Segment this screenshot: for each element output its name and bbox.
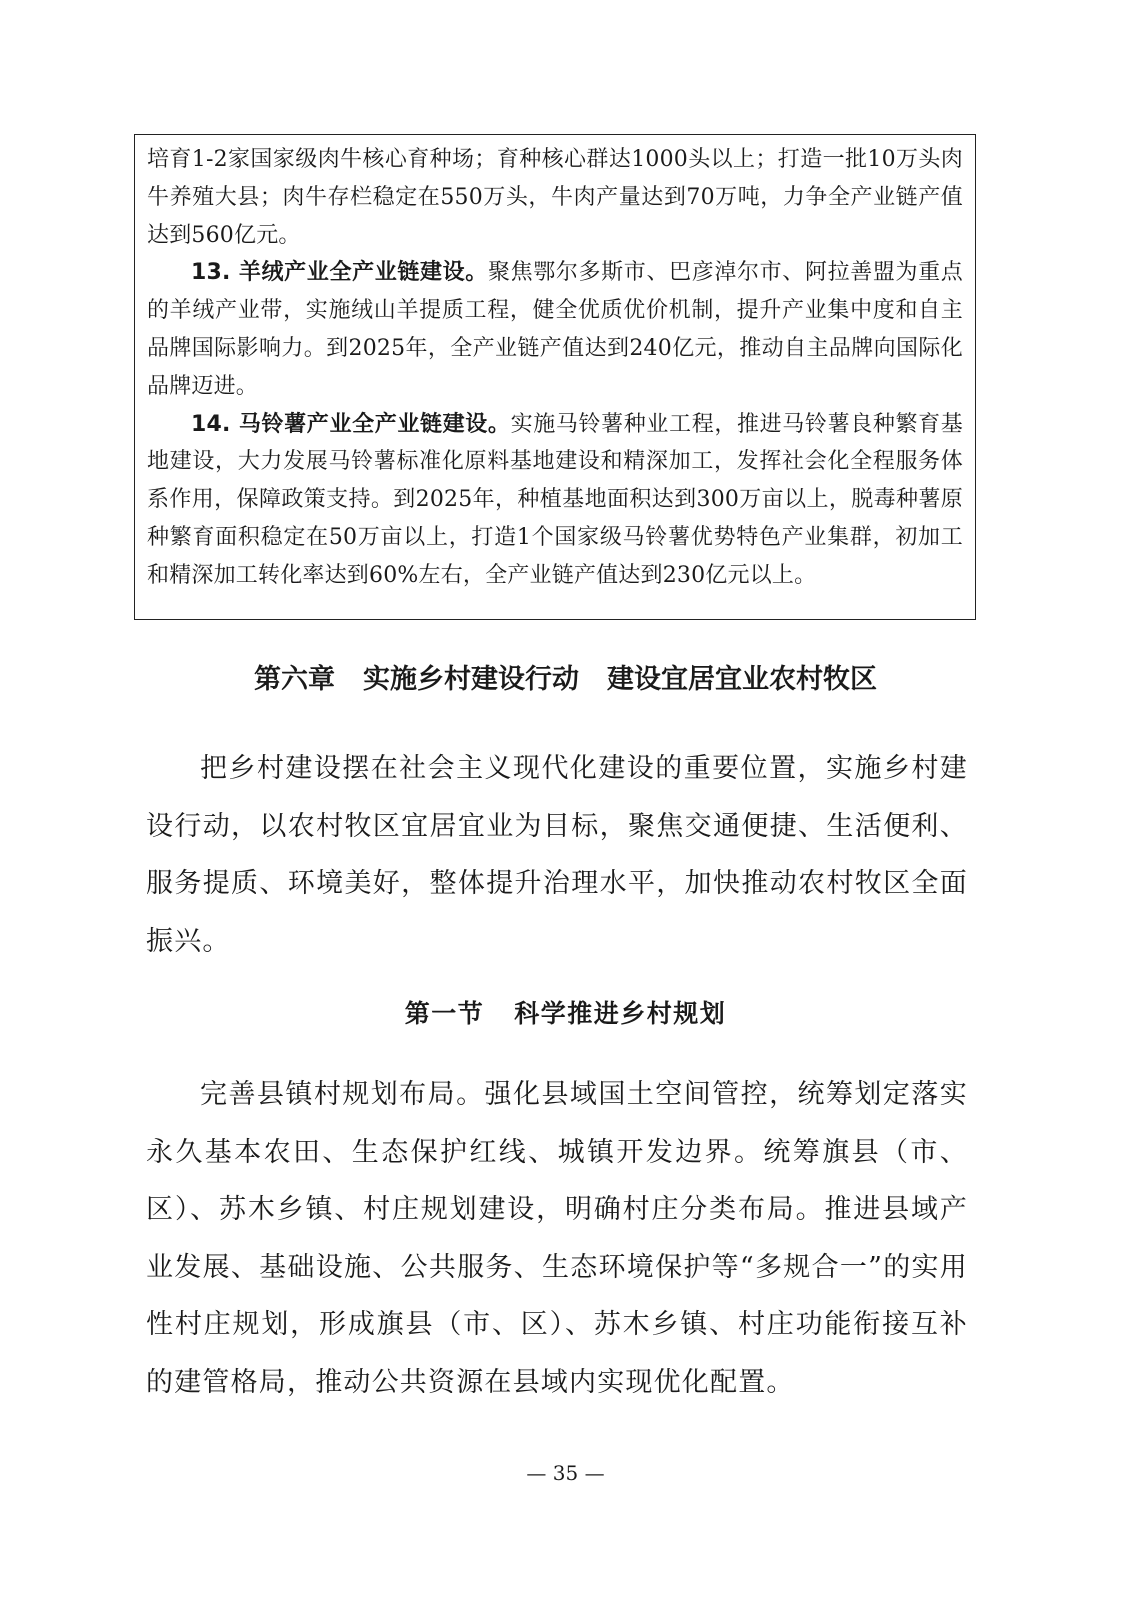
section-title-text: 科学推进乡村规划 (514, 999, 727, 1028)
item-14-heading: 14. 马铃薯产业全产业链建设。 (191, 411, 511, 437)
item-14-text: 实施马铃薯种业工程，推进马铃薯良种繁育基地建设，大力发展马铃薯标准化原料基地建设和精深加工，发挥社会化全程服务体系作用，保障政策支持。到2025年，种植基地面积达到300万亩以上，脱毒种薯原种繁育面积稳定在50万亩以上，打造1个国家级马铃薯优势特色产业集群，初加工和精深加工转化率达到60%左右，全产业链产值达到230亿元以上。 (147, 411, 963, 588)
item-13-text: 聚焦鄂尔多斯市、巴彦淖尔市、阿拉善盟为重点的羊绒产业带，实施绒山羊提质工程，健全优质优价机制，提升产业集中度和自主品牌国际影响力。到2025年，全产业链产值达到240亿元，推动自主品牌向国际化品牌迈进。 (147, 260, 964, 399)
section-title (0, 994, 1131, 1034)
chapter-number: 第六章 (254, 664, 335, 695)
page-number: — 35 — (526, 1461, 605, 1485)
item-13-heading: 13. 羊绒产业全产业链建设。 (191, 260, 488, 286)
chapter-title-part2: 建设宜居宜业农村牧区 (607, 664, 877, 695)
section-paragraph: 完善县镇村规划布局。强化县域国土空间管控，统筹划定落实永久基本农田、生态保护红线、城镇开发边界。统筹旗县（市、区）、苏木乡镇、村庄规划建设，明确村庄分类布局。推进县域产业发展、基础设施、公共服务、生态环境保护等“多规合一”的实用性村庄规划，形成旗县（市、区）、苏木乡镇、村庄功能衔接互补的建管格局，推动公共资源在县域内实现优化配置。 (146, 1079, 968, 1398)
key-projects-box (134, 134, 976, 620)
chapter-title (0, 660, 1131, 700)
chapter-title-part1: 实施乡村建设行动 (363, 664, 579, 695)
section-number: 第一节 (404, 999, 485, 1028)
box-lead-text: 培育1-2家国家级肉牛核心育种场；育种核心群达1000头以上；打造一批10万头肉牛养殖大县；肉牛存栏稳定在550万头，牛肉产量达到70万吨，力争全产业链产值达到560亿元。 (147, 147, 963, 248)
box-item-14 (147, 406, 963, 595)
chapter-intro-paragraph: 把乡村建设摆在社会主义现代化建设的重要位置，实施乡村建设行动，以农村牧区宜居宜业为目标，聚焦交通便捷、生活便利、服务提质、环境美好，整体提升治理水平，加快推动农村牧区全面振兴。 (146, 753, 968, 957)
box-item-13 (147, 254, 963, 405)
